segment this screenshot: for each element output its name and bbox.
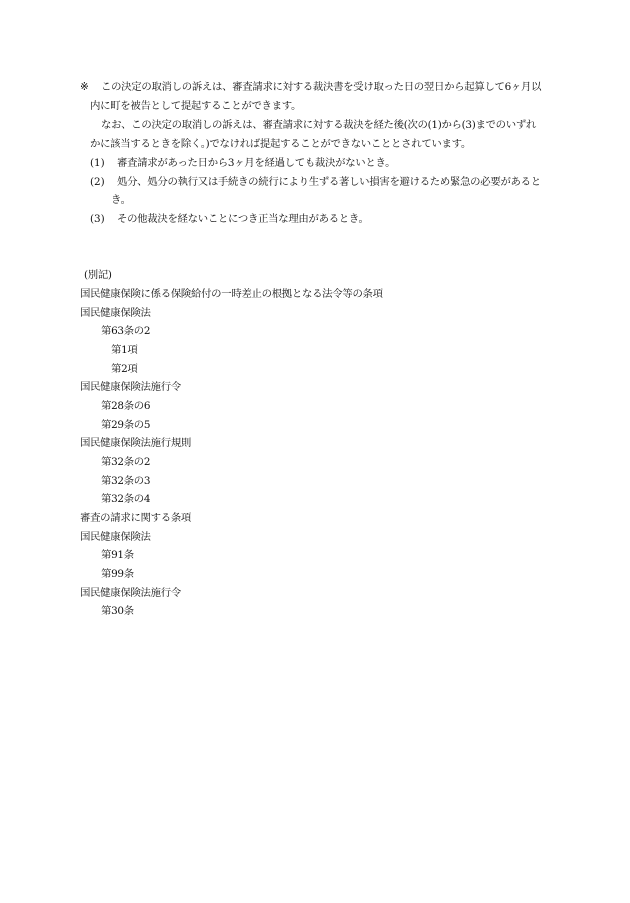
item-text: 処分、処分の執行又は手続きの続行により生ずる著しい損害を避けるため緊急の必要があると xyxy=(117,176,541,188)
article-item: 第63条の2 xyxy=(101,325,151,337)
item-number: (3) xyxy=(90,213,105,225)
item-text-continued: き。 xyxy=(111,194,131,206)
item-text: 審査請求があった日から3ヶ月を経過しても裁決がないとき。 xyxy=(117,157,396,169)
article-item: 第91条 xyxy=(101,549,134,561)
law-title: 国民健康保険法 xyxy=(80,531,151,543)
law-title: 国民健康保険法施行規則 xyxy=(80,437,191,449)
note-paragraph-1-line-2: 内に町を被告として提起することができます。 xyxy=(90,100,302,112)
note-paragraph-2-line-1: なお、この決定の取消しの訴えは、審査請求に対する裁決を経た後(次の(1)から(3)までのいずれ xyxy=(101,119,537,131)
article-item: 第32条の3 xyxy=(101,475,151,487)
note-mark: ※ xyxy=(80,81,89,93)
article-item: 第32条の4 xyxy=(101,493,151,505)
item-number: (2) xyxy=(90,176,105,188)
law-title: 国民健康保険法 xyxy=(80,307,151,319)
article-item: 第30条 xyxy=(101,605,134,617)
paragraph-item: 第2項 xyxy=(111,363,138,375)
item-text: その他裁決を経ないことにつき正当な理由があるとき。 xyxy=(117,213,369,225)
appendix-heading-review: 審査の請求に関する条項 xyxy=(80,512,191,524)
appendix-label: (別記) xyxy=(84,269,112,281)
appendix-heading-suspension: 国民健康保険に係る保険給付の一時差止の根拠となる法令等の条項 xyxy=(80,288,383,300)
article-item: 第99条 xyxy=(101,568,134,580)
article-item: 第29条の5 xyxy=(101,419,151,431)
article-item: 第32条の2 xyxy=(101,456,151,468)
paragraph-item: 第1項 xyxy=(111,344,138,356)
law-title: 国民健康保険法施行令 xyxy=(80,587,181,599)
item-number: (1) xyxy=(90,157,105,169)
law-title: 国民健康保険法施行令 xyxy=(80,381,181,393)
note-paragraph-1-line-1: この決定の取消しの訴えは、審査請求に対する裁決書を受け取った日の翌日から起算して6ヶ月以 xyxy=(101,81,542,93)
article-item: 第28条の6 xyxy=(101,400,151,412)
note-paragraph-2-line-2: かに該当するときを除く。)でなければ提起することができないこととされています。 xyxy=(90,138,471,150)
